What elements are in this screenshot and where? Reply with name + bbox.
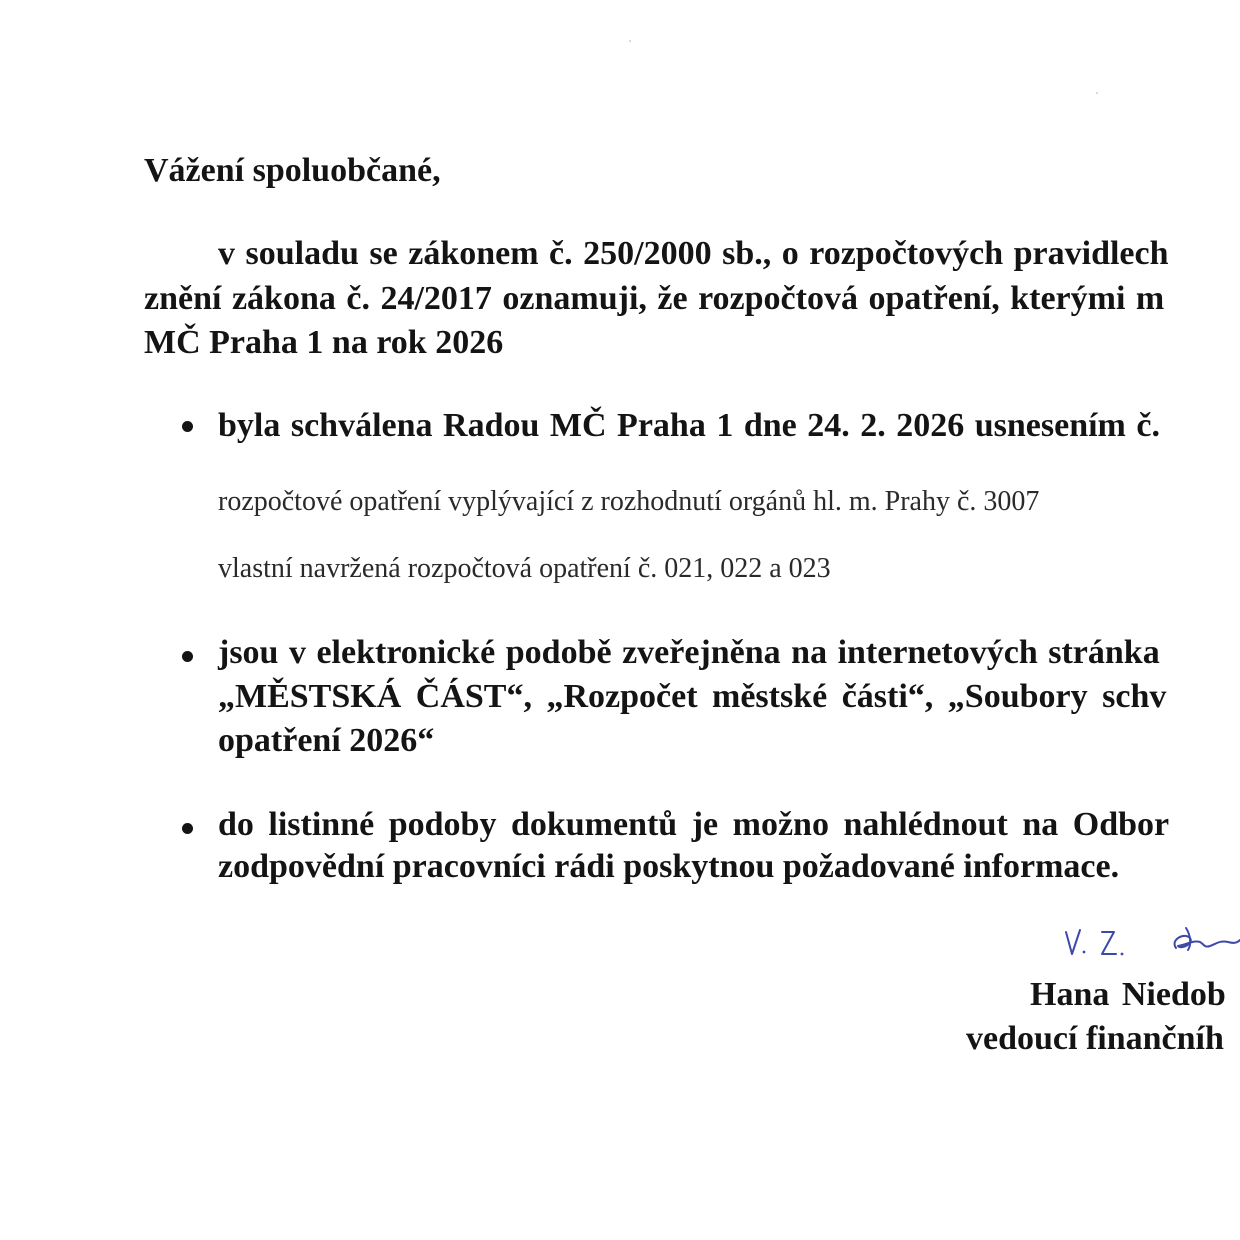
signatory-name: Hana Niedob [1030, 976, 1226, 1013]
bullet-1-detail-1: rozpočtové opatření vyplývající z rozhodnutí orgánů hl. m. Prahy č. 3007 [218, 486, 1040, 517]
bullet-1-detail-2: vlastní navržená rozpočtová opatření č. 021, 022 a 023 [218, 553, 831, 584]
intro-line-2: znění zákona č. 24/2017 oznamuji, že rozpočtová opatření, kterými m [144, 280, 1165, 317]
bullet-dot [182, 421, 193, 432]
bullet-2-line-2: „MĚSTSKÁ ČÁST“, „Rozpočet městské části“, „Soubory schv [218, 678, 1167, 715]
handwritten-signature [1058, 918, 1240, 968]
bullet-2-line-1: jsou v elektronické podobě zveřejněna na internetových stránka [218, 634, 1160, 671]
intro-line-1: v souladu se zákonem č. 250/2000 sb., o rozpočtových pravidlech [218, 235, 1169, 272]
bullet-3-line-1: do listinné podoby dokumentů je možno nahlédnout na Odbor [218, 806, 1170, 843]
scan-speck [629, 40, 631, 42]
salutation: Vážení spoluobčané, [144, 152, 441, 189]
intro-line-3: MČ Praha 1 na rok 2026 [144, 324, 504, 361]
bullet-dot [182, 823, 193, 834]
bullet-dot [182, 651, 193, 662]
bullet-3-line-2: zodpovědní pracovníci rádi poskytnou požadované informace. [218, 848, 1120, 885]
signatory-title: vedoucí finančníh [966, 1020, 1224, 1057]
bullet-1-line-1: byla schválena Radou MČ Praha 1 dne 24. 2. 2026 usnesením č. [218, 407, 1160, 444]
bullet-2-line-3: opatření 2026“ [218, 722, 435, 759]
scan-speck [1096, 92, 1098, 94]
